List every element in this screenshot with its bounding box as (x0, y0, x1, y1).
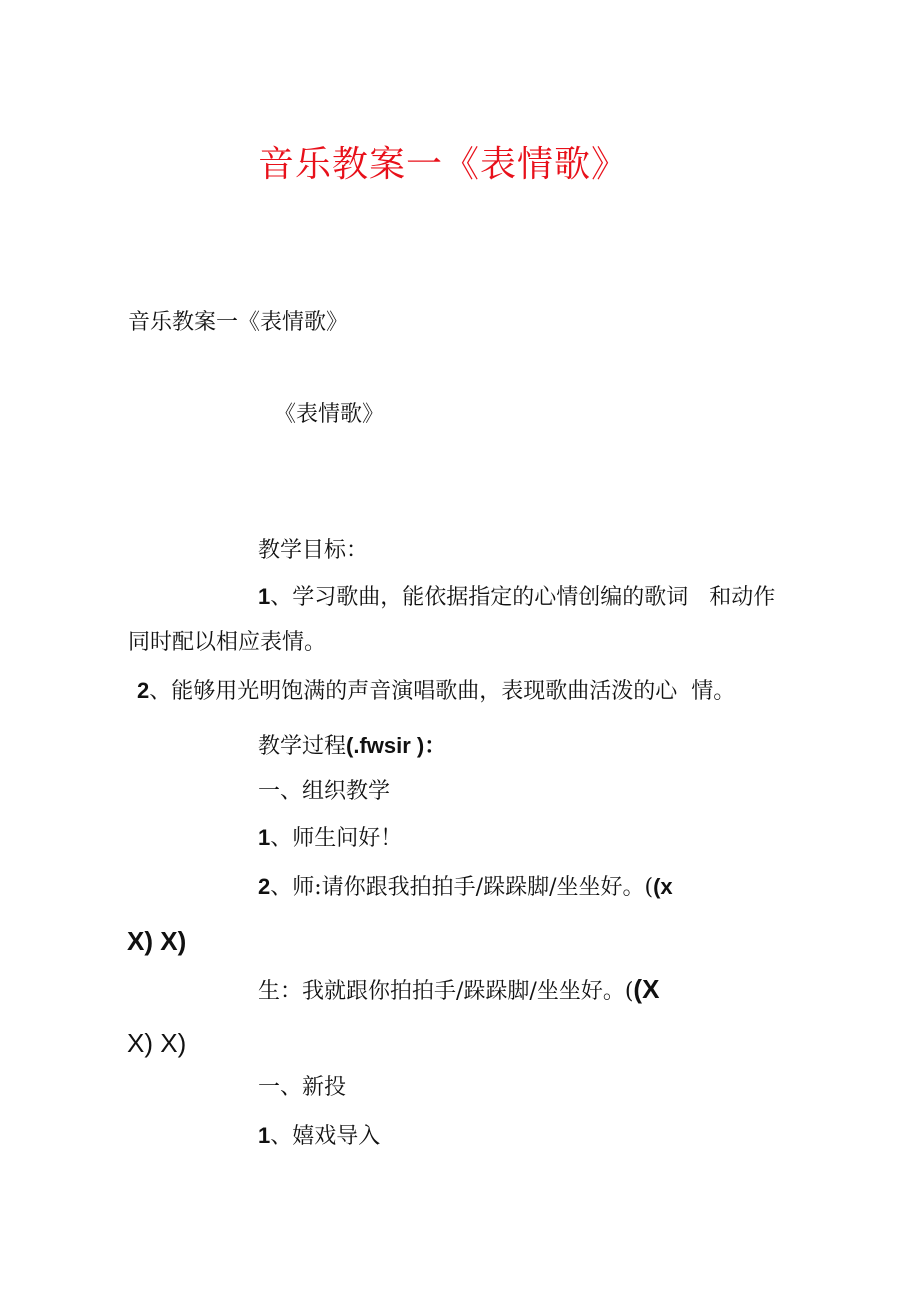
goal-1 (258, 586, 775, 609)
item-teacher-rhythm-number: 2 (258, 874, 271, 899)
item-teacher-rhythm-text: 、师:请你跟我拍拍手/跺跺脚/坐坐好。( (270, 875, 654, 900)
goal-2-number: 2 (137, 678, 150, 703)
goals-heading: 教学目标： (258, 538, 369, 563)
item-greeting (258, 827, 402, 850)
item-game-intro (258, 1125, 380, 1148)
goal-1-continuation: 同时配以相应表情。 (128, 630, 327, 655)
song-title: 《表情歌》 (274, 402, 385, 427)
document-subtitle: 音乐教案一《表情歌》 (128, 310, 349, 335)
teacher-rhythm-continuation: X) X) (127, 926, 187, 956)
student-response (258, 976, 659, 1003)
item-greeting-number: 1 (258, 825, 271, 850)
goal-2 (137, 680, 735, 703)
item-greeting-text: 、师生问好！ (270, 826, 403, 851)
student-response-tail: (X (633, 974, 660, 1004)
student-response-text: 生：我就跟你拍拍手/跺跺脚/坐坐好。( (258, 979, 634, 1004)
item-teacher-rhythm (258, 876, 673, 899)
goal-1-number: 1 (258, 584, 271, 609)
goal-1-text: 、学习歌曲，能依据指定的心情创编的歌词 和动作 (270, 585, 776, 610)
student-response-continuation: X) X) (127, 1028, 187, 1058)
process-heading (258, 735, 446, 758)
goal-2-text: 、能够用光明饱满的声音演唱歌曲，表现歌曲活泼的心 情。 (149, 679, 736, 704)
section-organize-teaching: 一、组织教学 (258, 779, 391, 804)
item-game-intro-text: 、嬉戏导入 (270, 1124, 381, 1149)
section-new-lesson: 一、新投 (258, 1075, 347, 1100)
process-heading-text: 教学过程 (258, 734, 347, 759)
item-teacher-rhythm-tail: (x (653, 874, 673, 899)
process-heading-code: (.fwsir )： (346, 733, 447, 758)
document-title: 音乐教案一《表情歌》 (258, 144, 629, 185)
item-game-intro-number: 1 (258, 1123, 271, 1148)
